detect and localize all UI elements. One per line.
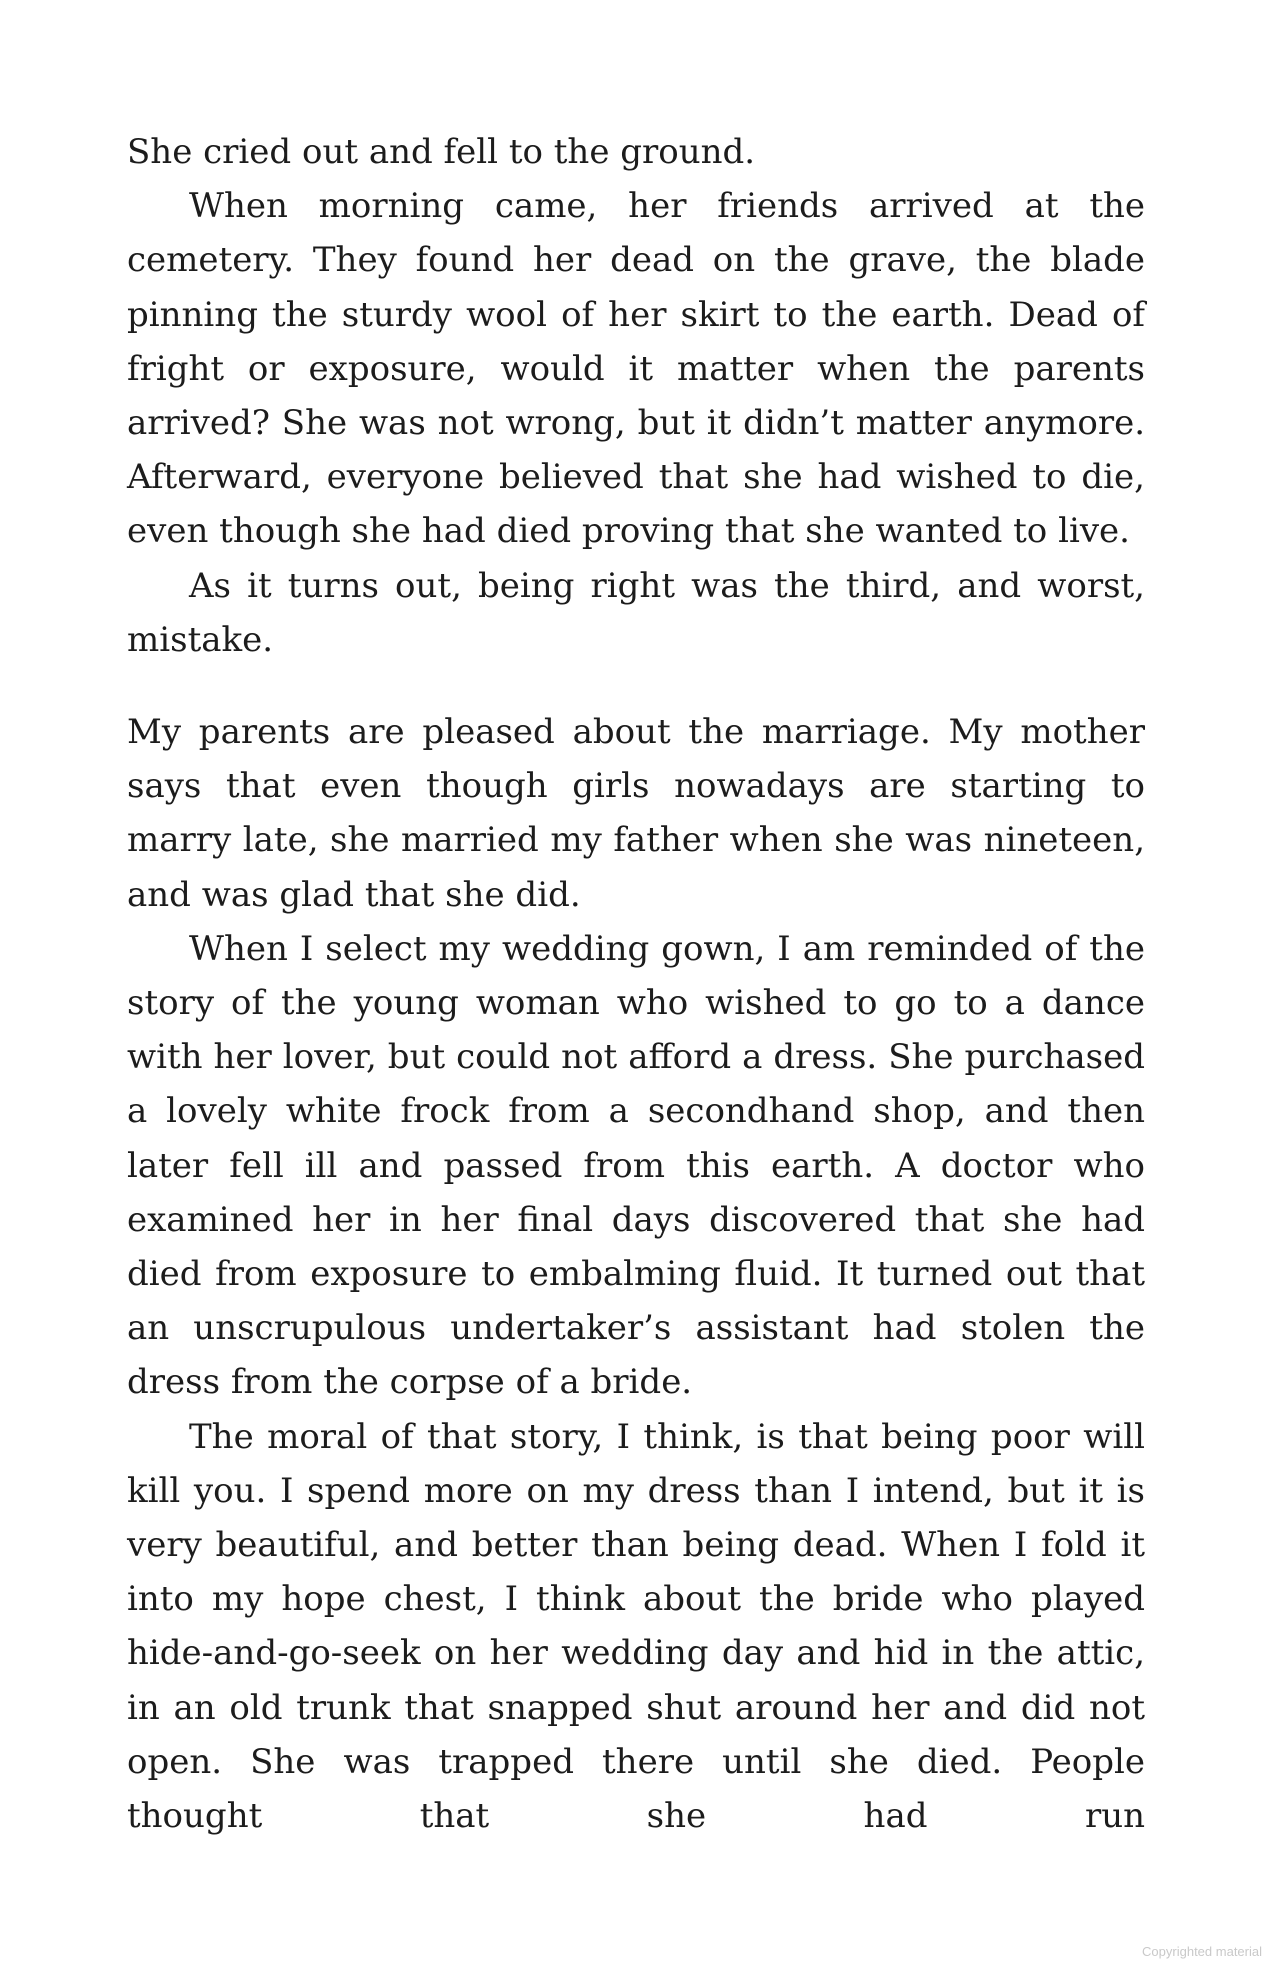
paragraph-4: My parents are pleased about the marriage. My mother says that even though girls nowadays are starting to marry late, she married my father when she was nineteen, and was glad that she did. (127, 712, 1145, 915)
book-page-text (127, 125, 1145, 1843)
paragraph-5: When I select my wedding gown, I am reminded of the story of the young woman who wished to go to a dance with her lover, but could not afford a dress. She purchased a lovely white frock from a secondhand shop, and then later fell ill and passed from this earth. A doctor who examined her in her final days discovered that she had died from exposure to embalming fluid. It turned out that an unscrupulous undertaker’s assistant had stolen the dress from the corpse of a bride. (127, 928, 1145, 1403)
section-break (127, 667, 1145, 705)
copyright-watermark: Copyrighted material (1142, 1944, 1262, 1959)
paragraph-6: The moral of that story, I think, is that being poor will kill you. I spend more on my dress than I intend, but it is very beautiful, and better than being dead. When I fold it into my hope chest, I think about the bride who played hide-and-go-seek on her wedding day and hid in the attic, in an old trunk that snapped shut around her and did not open. She was trapped there until she died. People thought that she had run (127, 1416, 1145, 1837)
paragraph-1: She cried out and fell to the ground. (127, 132, 756, 172)
paragraph-2: When morning came, her friends arrived at the cemetery. They found her dead on the grave, the blade pinning the sturdy wool of her skirt to the earth. Dead of fright or exposure, would it matter when the parents arrived? She was not wrong, but it didn’t matter anymore. Afterward, everyone believed that she had wished to die, even though she had died proving that she wanted to live. (127, 186, 1145, 552)
paragraph-3: As it turns out, being right was the third, and worst, mistake. (127, 565, 1145, 660)
